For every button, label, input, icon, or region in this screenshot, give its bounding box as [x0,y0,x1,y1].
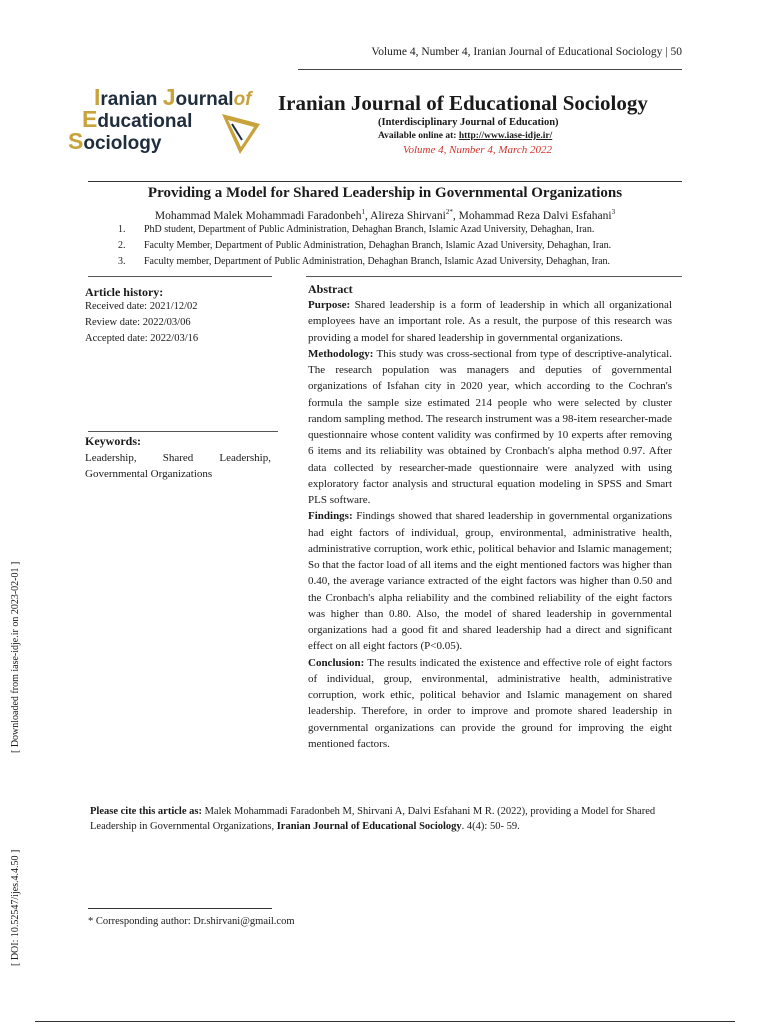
side-doi-note: [ DOI: 10.52547/ijes.4.4.50 ] [10,849,21,966]
journal-title: Iranian Journal of Educational Sociology [278,91,648,115]
review-date: Review date: 2022/03/06 [85,317,191,328]
abstract-body [308,297,672,752]
abstract-findings: Findings: Findings showed that shared leadership in governmental organizations had eight factors of individual, group, environmental, administrative health, administrative corruption, work ethic, political behavior and Islamic management; So that the factor load of all items and the eight mentioned factors was higher than 0.40, the average variance extracted of the eight factors was higher than 0.50 and the Cronbach's alpha reliability and the combined reliability of the eight factors was higher than 0.80. Also, the model of shared leadership in governmental organizations had a good fit and shared leadership had a direct and significant effect on all eight factors (P<0.05). [308,510,672,653]
received-date: Received date: 2021/12/02 [85,301,198,312]
bottom-rule [35,1021,735,1022]
journal-issue: Volume 4, Number 4, March 2022 [403,144,552,156]
corresponding-author-footnote: * Corresponding author: Dr.shirvani@gmail.com [88,916,295,927]
accepted-date: Accepted date: 2022/03/16 [85,333,199,344]
affiliation-item: 2. Faculty Member, Department of Public Administration, Dehaghan Branch, Islamic Azad University, Dehaghan, Iran. [118,240,612,251]
logo-line-1: Iranian Journalof [94,84,252,110]
journal-availability [378,131,552,141]
keywords-heading: Keywords: [85,434,141,448]
journal-logo [68,80,268,160]
author-list: Mohammad Malek Mohammadi Faradonbeh$^1$, Alireza Shirvani$^{2*}$, Mohammad Reza Dalvi Esfahani$^3$ [154,208,616,222]
author-2: Alireza Shirvani [370,209,446,222]
pen-icon [218,110,264,158]
right-column-rule [306,276,682,277]
footnote-rule [88,908,272,909]
keywords-rule [88,431,278,432]
logo-line-2: Educational [82,106,193,132]
running-header: Volume 4, Number 4, Iranian Journal of Educational Sociology | 50 [371,46,682,58]
citation: Please cite this article as: Malek Mohammadi Faradonbeh M, Shirvani A, Dalvi Esfahani M R. (2022), providing a Model for Shared Leadership in Governmental Organizations, Iranian Journal of Educational Sociology. 4(4): 50- 59. [90,806,656,832]
author-1: Mohammad Malek Mohammadi Faradonbeh [154,209,362,222]
left-column-rule [88,276,272,277]
keyword: Leadership, [219,452,271,464]
author-3: Mohammad Reza Dalvi Esfahani [458,209,612,222]
article-history-heading: Article history: [85,285,164,299]
keyword: Leadership, [85,452,137,464]
side-downloaded-note: [ Downloaded from iase-idje.ir on 2023-02-01 ] [10,561,21,753]
title-rule [88,181,682,182]
header-rule [298,69,682,70]
author-1-sup: 1 [361,208,366,216]
logo-line-3: Sociology [68,128,162,154]
abstract-conclusion: Conclusion: The results indicated the existence and effective role of eight factors of individual, group, environmental, administrative health, administrative corruption, work ethic, political behavior and Islamic management on shared leadership. Therefore, in order to improve and promote shared leadership in governmental organizations can provide the ground for improving the eight mentioned factors. [308,656,672,750]
affiliation-item: 3. Faculty member, Department of Public Administration, Dehaghan Branch, Islamic Azad University, Dehaghan, Iran. [118,256,611,267]
keywords-list [85,450,271,482]
author-2-sup: 2* [445,208,453,216]
paper-title: Providing a Model for Shared Leadership in Governmental Organizations [147,185,623,201]
journal-subtitle: (Interdisciplinary Journal of Education) [378,117,559,128]
abstract-methodology: Methodology: This study was cross-sectional from type of descriptive-analytical. The research population was managers and deputies of governmental organizations of Isfahan city in 2020 year, which according to the Cochran's formula the sample size estimated 214 people who were selected by cluster random sampling method. The research instrument was a 98-item researcher-made questionnaire whose content validity was confirmed by 10 experts after removing 6 items and its reliability was obtained by Cronbach's alpha method 0.97. After data collected by researcher-made questionnaire were analyzed with using exploratory factor analysis and structural equation modeling in SPSS and Smart PLS software. [308,347,672,506]
abstract-heading: Abstract [308,282,353,296]
availability-label: Available online at: [378,131,459,141]
abstract-purpose: Purpose: Shared leadership is a form of leadership in which all organizational employees have an important role. As a result, the purpose of this research was providing a model for shared leadership in governmental organizations. [308,299,672,344]
author-3-sup: 3 [611,208,616,216]
journal-url-link[interactable]: http://www.iase-idje.ir/ [458,131,553,141]
affiliation-item: 1. PhD student, Department of Public Administration, Dehaghan Branch, Islamic Azad University, Dehaghan, Iran. [118,224,595,235]
keyword: Shared [162,452,194,464]
keyword: Governmental Organizations [85,468,213,480]
